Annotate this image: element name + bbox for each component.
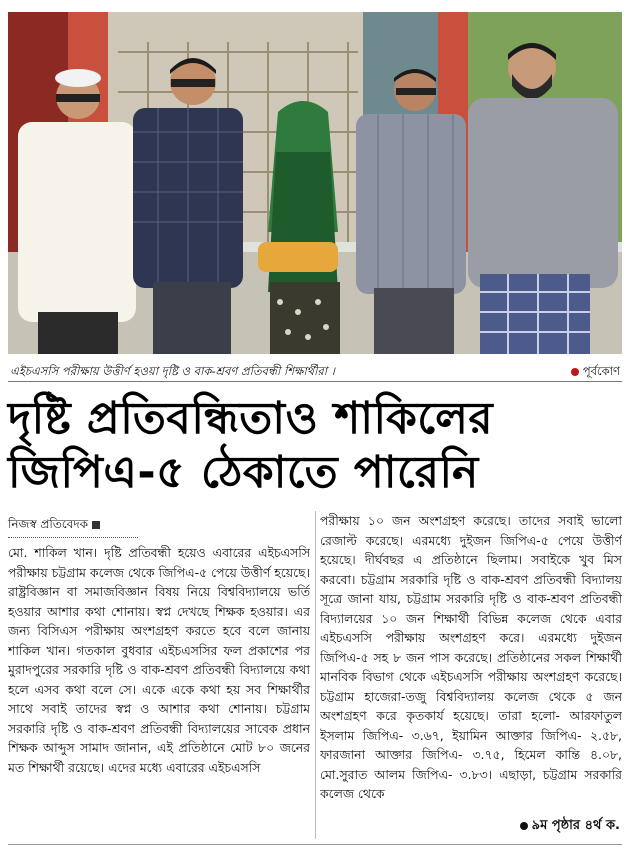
credit-dot-icon bbox=[571, 368, 579, 376]
bottom-divider bbox=[8, 844, 622, 845]
headline bbox=[8, 392, 622, 500]
headline-line-1: দৃষ্টি প্রতিবন্ধিতাও শাকিলের bbox=[8, 393, 494, 444]
byline-divider bbox=[8, 537, 138, 538]
byline-text: নিজস্ব প্রতিবেদক bbox=[8, 517, 89, 531]
caption-text: এইচএসসি পরীক্ষায় উত্তীর্ণ হওয়া দৃষ্টি ও বাক-শ্রবণ প্রতিবন্ধী শিক্ষার্থীরা । bbox=[10, 364, 335, 378]
bullet-icon bbox=[520, 822, 528, 830]
continued-notice bbox=[520, 816, 620, 837]
byline-square-icon bbox=[92, 521, 100, 529]
photo-credit bbox=[571, 360, 620, 382]
photo-caption bbox=[8, 360, 622, 382]
column-divider bbox=[315, 511, 316, 839]
article-column-right: পরীক্ষায় ১০ জন অংশগ্রহণ করেছে। তাদের সবাই ভালো রেজাল্ট করেছে। এরমধ্যে দুইজন জিপিএ-৫ পেয়ে উত্তীর্ণ হয়েছে। দীর্ঘবছর এ প্রতিষ্ঠানে ছিলাম। সবাইকে খুব মিস করবো। চট্টগ্রাম সরকারি দৃষ্টি ও বাক-শ্রবণ প্রতিবন্ধী বিদ্যালয় সূত্রে জানা যায়, চট্টগ্রাম সরকারি দৃষ্টি ও বাক-শ্রবণ প্রতিবন্ধী বিদ্যালয়ের ১০ জন শিক্ষার্থী বিভিন্ন কলেজ থেকে এবার এইচএসসি পরীক্ষায় অংশগ্রহণ করে। এরমধ্যে দুইজন জিপিএ-৫ সহ ৮ জন পাস করেছে। প্রতিষ্ঠানের সকল শিক্ষার্থী মানবিক বিভাগ থেকে এইচএসসি পরীক্ষায় অংশগ্রহণ করেছে। চট্টগ্রাম হাজেরা-তজু বিশ্ববিদ্যালয় কলেজ থেকে ৫ জন অংশগ্রহণ করে কৃতকার্য হয়েছে। তারা হলো- আরফাতুল ইসলাম জিপিএ- ৩.৬৭, ইয়ামিন আক্তার জিপিএ- ২.৫৮, ফারজানা আক্তার জিপিএ- ৩.৭৫, হিমেল কান্তি ৪.০৮, মো.সুরাত আলম জিপিএ- ৩.৮৩। এছাড়া, চট্টগ্রাম সরকারি কলেজ থেকে bbox=[320, 513, 622, 801]
headline-line-2: জিপিএ-৫ ঠেকাতে পারেনি bbox=[8, 447, 479, 498]
news-photo bbox=[8, 12, 622, 354]
byline bbox=[8, 515, 313, 533]
group-photo-illustration bbox=[8, 12, 622, 354]
article-column-left: মো. শাকিল খান। দৃষ্টি প্রতিবন্ধী হয়েও এবারের এইচএসসি পরীক্ষায় চট্টগ্রাম কলেজ থেকে জিপিএ-৫ পেয়ে উত্তীর্ণ হয়েছে। রাষ্ট্রবিজ্ঞান বা সমাজবিজ্ঞান বিষয় নিয়ে বিশ্ববিদ্যালয়ে ভর্তি হওয়ার আশার কথা শোনায়। স্বপ্ন দেখছে শিক্ষক হওয়ার। এর জন্য বিসিএস পরীক্ষায় অংশগ্রহণ করতে হবে বলে জানায় শাকিল খান। গতকাল বুধবার এইচএসসির ফল প্রকাশের পর মুরাদপুরের সরকারি দৃষ্টি ও বাক-শ্রবণ প্রতিবন্ধী বিদ্যালয়ে কথা হলে এসব কথা বলে সে। একে একে কথা হয় সব শিক্ষার্থীর সাথে সবাই তাদের স্বপ্ন ও আশার কথা শোনায়। চট্টগ্রাম সরকারি দৃষ্টি ও বাক-শ্রবণ প্রতিবন্ধী বিদ্যালয়ের সাবেক প্রধান শিক্ষক আব্দুস সামাদ জানান, এই প্রতিষ্ঠানে মোট ৮০ জনের মত শিক্ষার্থী রয়েছে। এদের মধ্যে এবারের এইচএসসি bbox=[8, 545, 310, 775]
credit-label: পূর্বকোণ bbox=[582, 364, 620, 378]
continued-text: ৯ম পৃষ্ঠার ৪র্থ ক. bbox=[531, 818, 620, 833]
